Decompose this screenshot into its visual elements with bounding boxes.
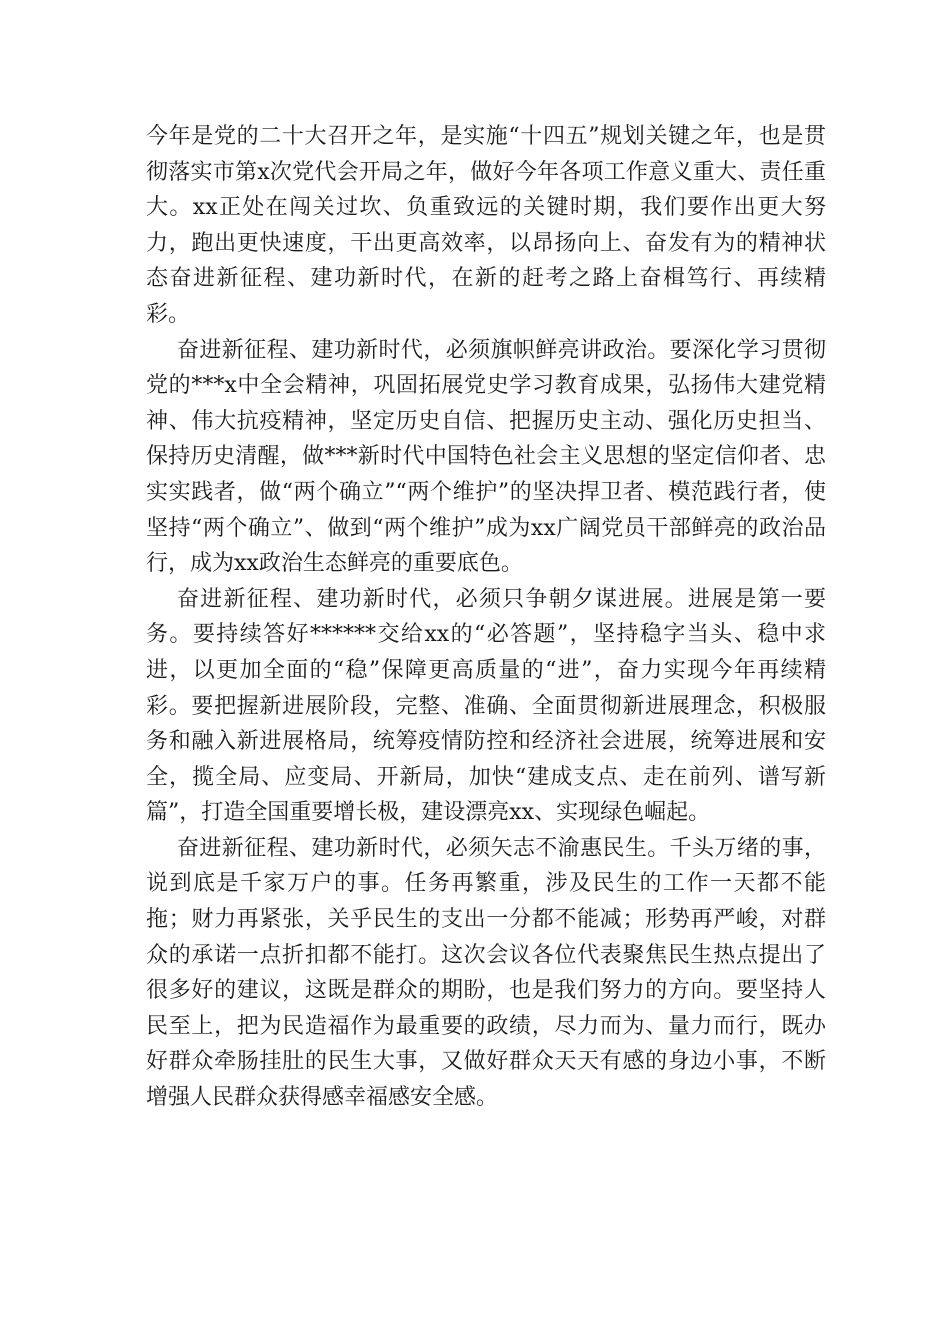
document-body xyxy=(146,119,826,1116)
paragraph-1: 今年是党的二十大召开之年，是实施“十四五”规划关键之年，也是贯彻落实市第x次党代会开局之年，做好今年各项工作意义重大、责任重大。xx正处在闯关过坎、负重致远的关键时期，我们要作出更大努力，跑出更快速度，干出更高效率，以昂扬向上、奋发有为的精神状态奋进新征程、建功新时代，在新的赶考之路上奋楫笃行、再续精彩。 xyxy=(146,124,826,327)
paragraph-3: 奋进新征程、建功新时代，必须只争朝夕谋进展。进展是第一要务。要持续答好******交给xx的“必答题”，坚持稳字当头、稳中求进，以更加全面的“稳”保障更高质量的“进”，奋力实现今年再续精彩。要把握新进展阶段，完整、准确、全面贯彻新进展理念，积极服务和融入新进展格局，统筹疫情防控和经济社会进展，统筹进展和安全，揽全局、应变局、开新局，加快“建成支点、走在前列、谱写新篇”，打造全国重要增长极，建设漂亮xx、实现绿色崛起。 xyxy=(146,586,826,826)
paragraph-4: 奋进新征程、建功新时代，必须矢志不渝惠民生。千头万绪的事，说到底是千家万户的事。任务再繁重，涉及民生的工作一天都不能拖；财力再紧张，关乎民生的支出一分都不能减；形势再严峻，对群众的承诺一点折扣都不能打。这次会议各位代表聚焦民生热点提出了很多好的建议，这既是群众的期盼，也是我们努力的方向。要坚持人民至上，把为民造福作为最重要的政绩，尽力而为、量力而行，既办好群众牵肠挂肚的民生大事，又做好群众天天有感的身边小事，不断增强人民群众获得感幸福感安全感。 xyxy=(146,835,826,1111)
paragraph-2: 奋进新征程、建功新时代，必须旗帜鲜亮讲政治。要深化学习贯彻党的***x中全会精神，巩固拓展党史学习教育成果，弘扬伟大建党精神、伟大抗疫精神，坚定历史自信、把握历史主动、强化历史担当、保持历史清醒，做***新时代中国特色社会主义思想的坚定信仰者、忠实实践者，做“两个确立”“两个维护”的坚决捍卫者、模范践行者，使坚持“两个确立”、做到“两个维护”成为xx广阔党员干部鲜亮的政治品行，成为xx政治生态鲜亮的重要底色。 xyxy=(146,337,826,577)
